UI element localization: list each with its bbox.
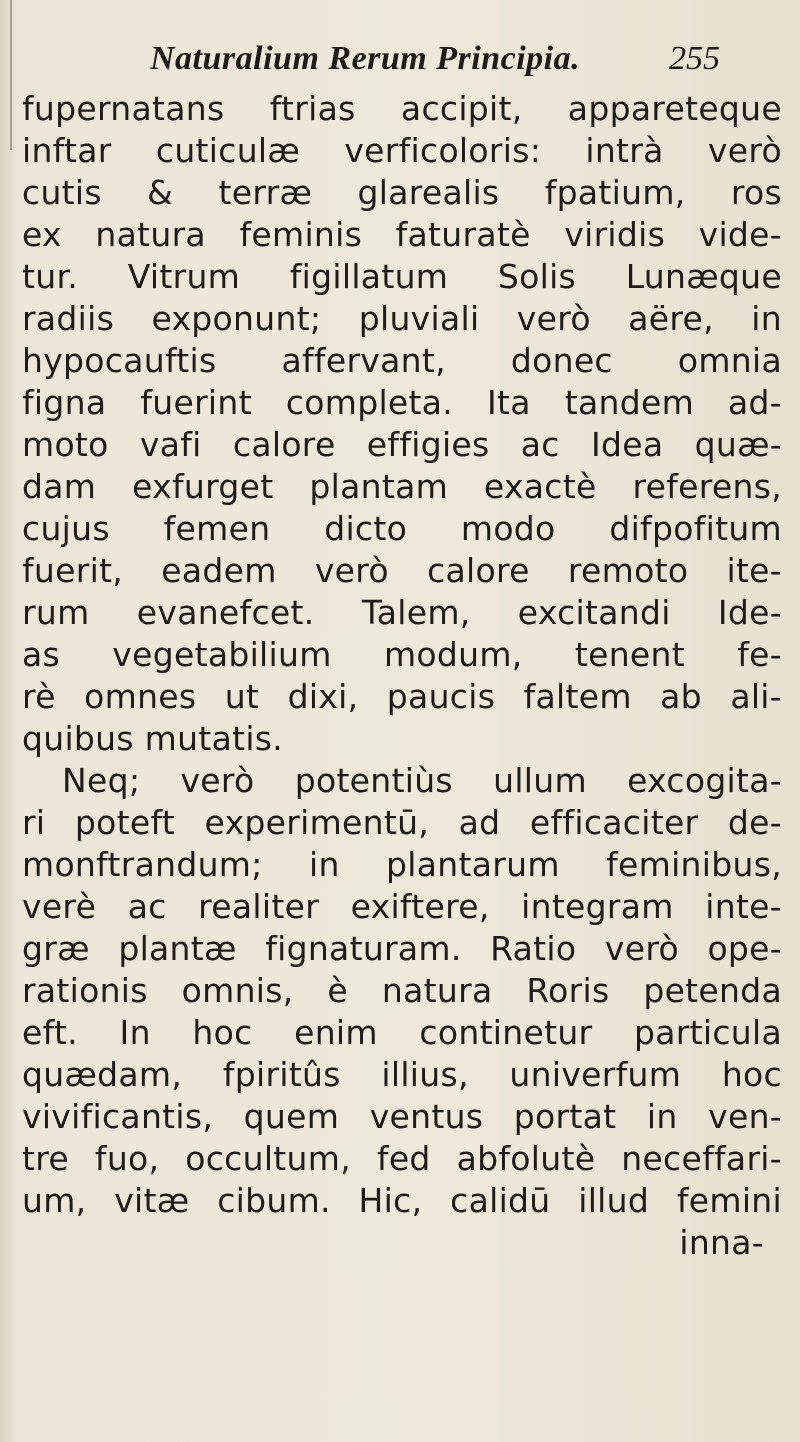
catchword: inna-: [679, 1223, 764, 1262]
body-text: [22, 88, 782, 1264]
text-line: rum evanefcet. Talem, excitandi Ide-: [22, 593, 782, 632]
text-line: fuerit, eadem verò calore remoto ite-: [22, 551, 782, 590]
text-line: vivificantis, quem ventus portat in ven-: [22, 1097, 782, 1136]
text-line: dam exfurget plantam exactè referens,: [22, 467, 782, 506]
page-number: 255: [669, 40, 720, 77]
text-line: figna fuerint completa. Ita tandem ad-: [22, 383, 782, 422]
text-line: inftar cuticulæ verficoloris: intrà verò: [22, 131, 782, 170]
text-line: hypocauftis affervant, donec omnia: [22, 341, 782, 380]
text-line: eft. In hoc enim continetur particula: [22, 1013, 782, 1052]
text-line: tre fuo, occultum, fed abfolutè neceffari-: [22, 1139, 782, 1178]
text-line: quædam, fpiritûs illius, univerfum hoc: [22, 1055, 782, 1094]
text-line: monftrandum; in plantarum feminibus,: [22, 845, 782, 884]
text-line: rationis omnis, è natura Roris petenda: [22, 971, 782, 1010]
text-line: um, vitæ cibum. Hic, calidū illud femini: [22, 1181, 782, 1220]
text-line: cujus femen dicto modo difpofitum: [22, 509, 782, 548]
paragraph-end-line: quibus mutatis.: [22, 719, 284, 758]
text-line: ex natura feminis faturatè viridis vide-: [22, 215, 782, 254]
text-line: ri poteft experimentū, ad efficaciter de-: [22, 803, 782, 842]
page-header: [0, 40, 800, 90]
text-line: cutis & terræ glarealis fpatium, ros: [22, 173, 782, 212]
text-line: moto vafi calore effigies ac Idea quæ-: [22, 425, 782, 464]
running-title: Naturalium Rerum Principia.: [150, 40, 581, 77]
text-line: tur. Vitrum figillatum Solis Lunæque: [22, 257, 782, 296]
paragraph-start-line: Neq; verò potentiùs ullum excogita-: [62, 761, 782, 800]
text-line: fupernatans ftrias accipit, appareteque: [22, 89, 782, 128]
text-line: græ plantæ fignaturam. Ratio verò ope-: [22, 929, 782, 968]
text-line: rè omnes ut dixi, paucis faltem ab ali-: [22, 677, 782, 716]
text-line: as vegetabilium modum, tenent fe-: [22, 635, 782, 674]
text-line: radiis exponunt; pluviali verò aëre, in: [22, 299, 782, 338]
text-line: verè ac realiter exiftere, integram inte-: [22, 887, 782, 926]
